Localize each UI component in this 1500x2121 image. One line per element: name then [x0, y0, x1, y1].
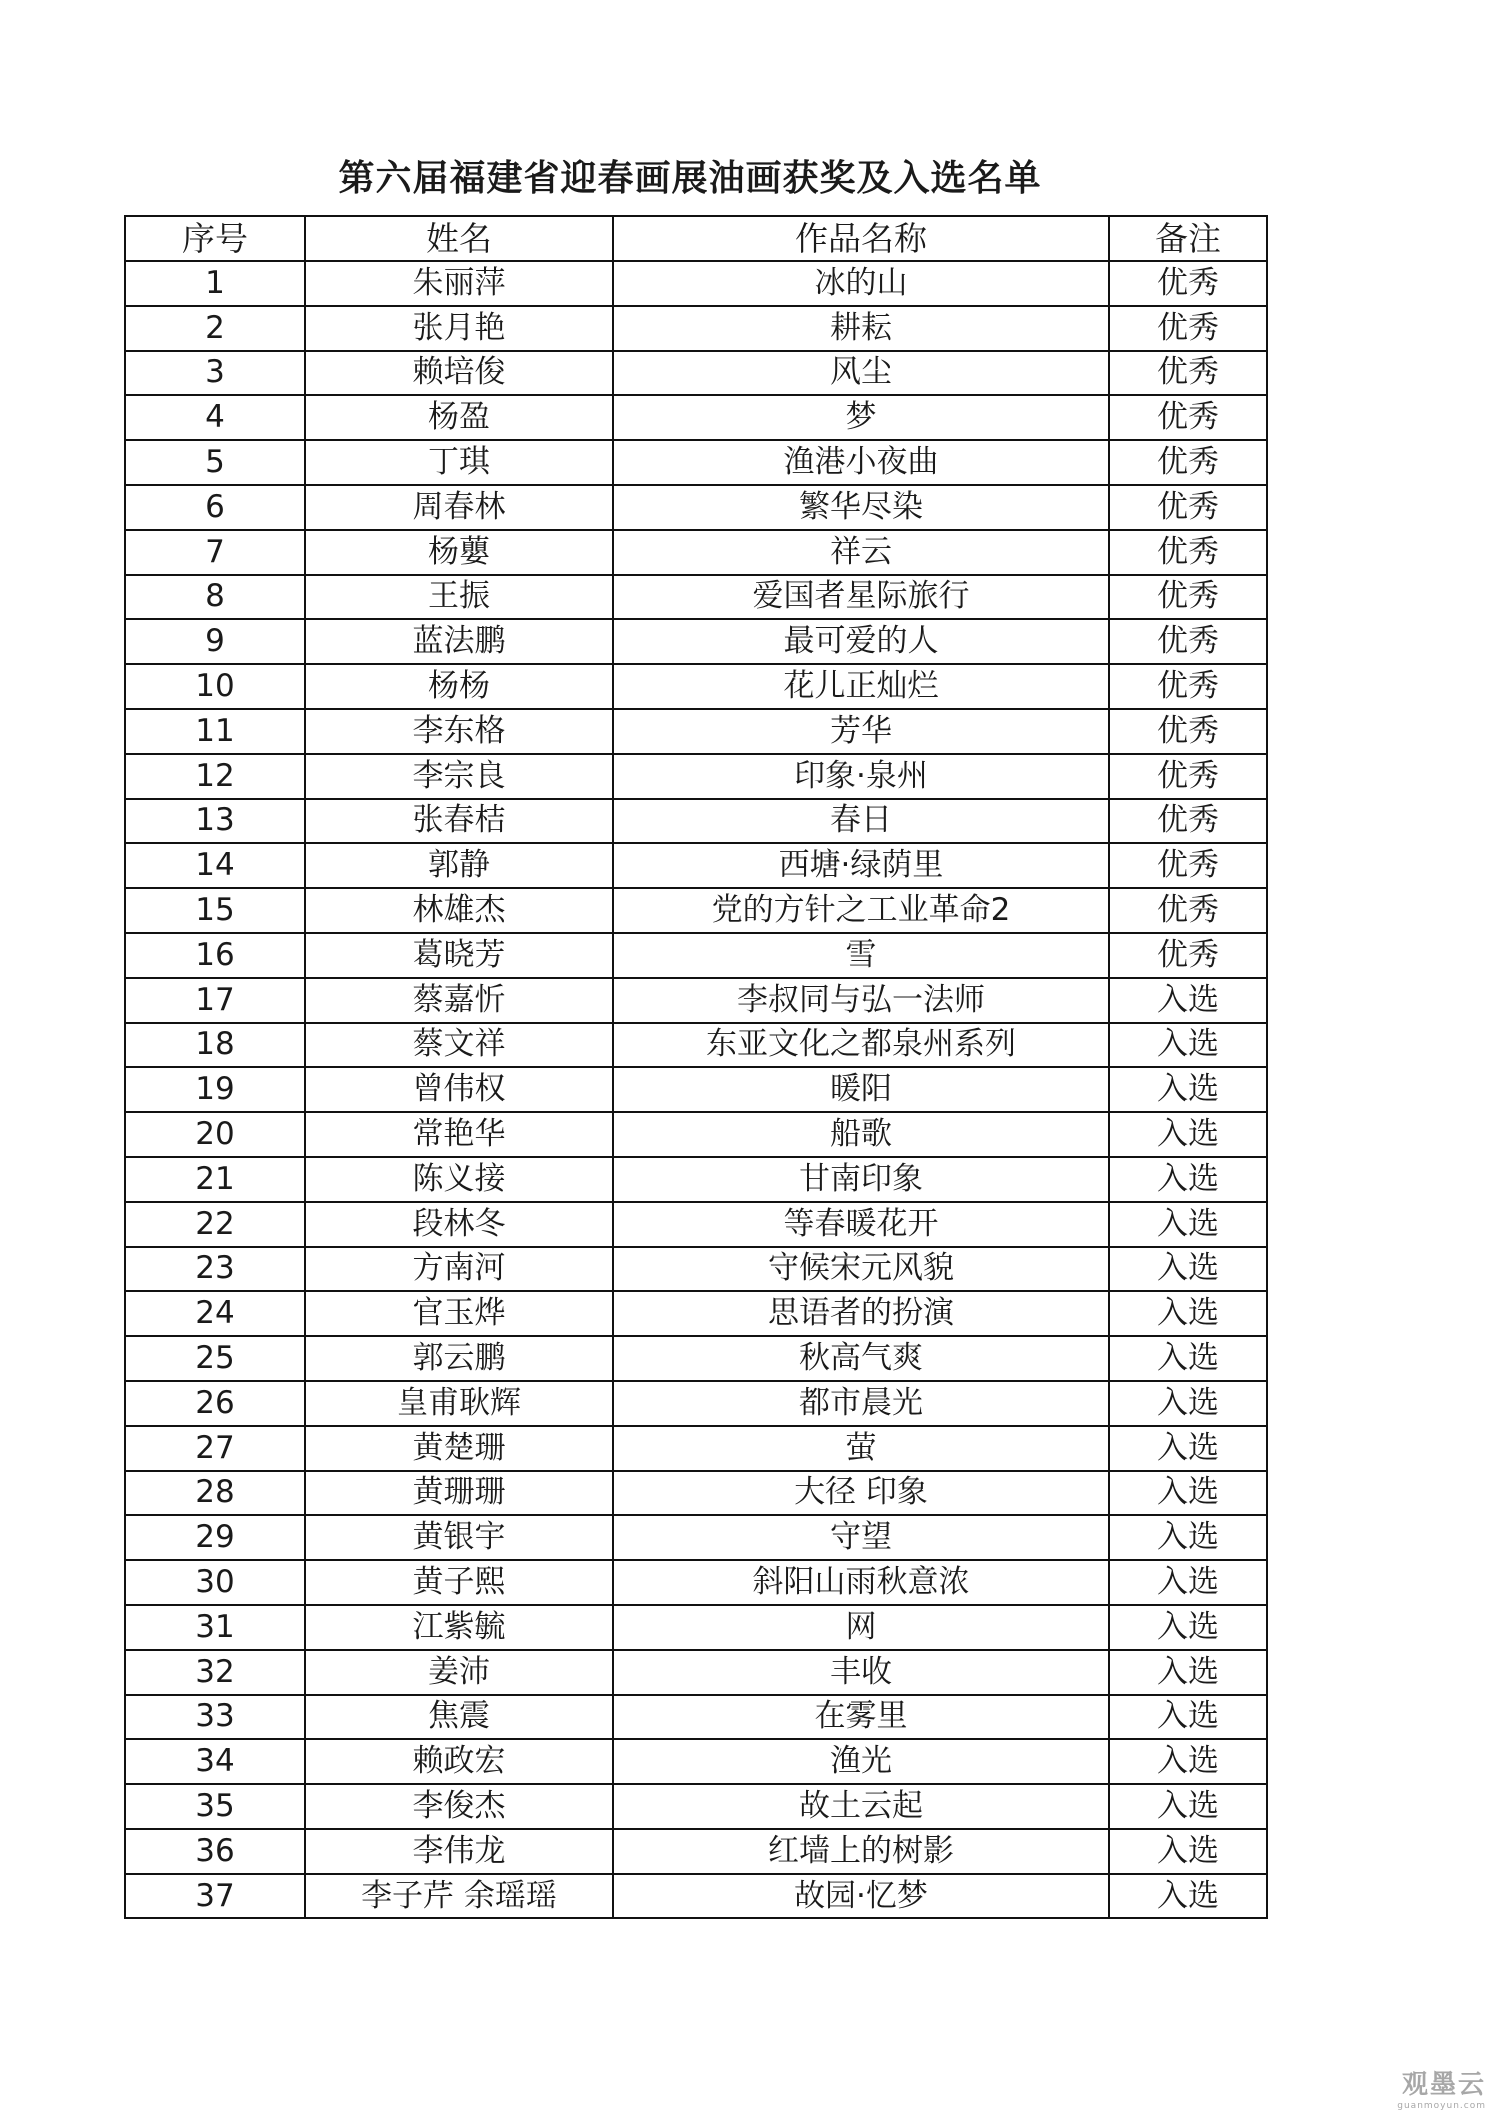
cell-work-title: 守望: [613, 1515, 1109, 1560]
cell-no: 19: [125, 1067, 305, 1112]
cell-name: 姜沛: [305, 1650, 613, 1695]
cell-name: 皇甫耿辉: [305, 1381, 613, 1426]
cell-name: 李子芹 余瑶瑶: [305, 1874, 613, 1919]
cell-no: 22: [125, 1202, 305, 1247]
cell-work-title: 东亚文化之都泉州系列: [613, 1023, 1109, 1068]
cell-remark: 入选: [1109, 1560, 1267, 1605]
cell-work-title: 芳华: [613, 709, 1109, 754]
table-row: [125, 351, 1267, 396]
cell-no: 28: [125, 1471, 305, 1516]
cell-name: 郭静: [305, 843, 613, 888]
cell-name: 张春桔: [305, 799, 613, 844]
cell-remark: 入选: [1109, 1695, 1267, 1740]
cell-remark: 优秀: [1109, 888, 1267, 933]
cell-work-title: 渔港小夜曲: [613, 440, 1109, 485]
cell-no: 30: [125, 1560, 305, 1605]
cell-remark: 入选: [1109, 1515, 1267, 1560]
table-row: [125, 1874, 1267, 1919]
table-row: [125, 1560, 1267, 1605]
cell-remark: 入选: [1109, 1157, 1267, 1202]
cell-name: 曾伟权: [305, 1067, 613, 1112]
cell-work-title: 花儿正灿烂: [613, 664, 1109, 709]
cell-work-title: 丰收: [613, 1650, 1109, 1695]
cell-no: 13: [125, 799, 305, 844]
cell-remark: 入选: [1109, 978, 1267, 1023]
cell-work-title: 爱国者星际旅行: [613, 575, 1109, 620]
cell-name: 黄楚珊: [305, 1426, 613, 1471]
cell-remark: 入选: [1109, 1291, 1267, 1336]
cell-work-title: 西塘·绿荫里: [613, 843, 1109, 888]
table-row: [125, 1381, 1267, 1426]
cell-no: 15: [125, 888, 305, 933]
cell-no: 16: [125, 933, 305, 978]
table-body: [125, 261, 1267, 1918]
cell-no: 6: [125, 485, 305, 530]
cell-remark: 优秀: [1109, 440, 1267, 485]
cell-work-title: 印象·泉州: [613, 754, 1109, 799]
table-row: [125, 799, 1267, 844]
cell-work-title: 党的方针之工业革命2: [613, 888, 1109, 933]
cell-no: 14: [125, 843, 305, 888]
cell-no: 29: [125, 1515, 305, 1560]
cell-name: 郭云鹏: [305, 1336, 613, 1381]
cell-remark: 优秀: [1109, 485, 1267, 530]
header-remark: 备注: [1109, 216, 1267, 261]
cell-no: 17: [125, 978, 305, 1023]
cell-work-title: 春日: [613, 799, 1109, 844]
cell-name: 蔡嘉忻: [305, 978, 613, 1023]
cell-name: 张月艳: [305, 306, 613, 351]
table-row: [125, 709, 1267, 754]
table-header: [125, 216, 1267, 261]
cell-no: 4: [125, 395, 305, 440]
cell-no: 18: [125, 1023, 305, 1068]
cell-name: 焦震: [305, 1695, 613, 1740]
cell-remark: 入选: [1109, 1202, 1267, 1247]
table-row: [125, 1829, 1267, 1874]
cell-name: 葛晓芳: [305, 933, 613, 978]
cell-remark: 优秀: [1109, 843, 1267, 888]
cell-remark: 入选: [1109, 1471, 1267, 1516]
cell-no: 25: [125, 1336, 305, 1381]
cell-remark: 入选: [1109, 1739, 1267, 1784]
cell-name: 方南河: [305, 1247, 613, 1292]
cell-name: 杨杨: [305, 664, 613, 709]
cell-remark: 入选: [1109, 1784, 1267, 1829]
cell-no: 10: [125, 664, 305, 709]
cell-no: 21: [125, 1157, 305, 1202]
cell-work-title: 冰的山: [613, 261, 1109, 306]
cell-remark: 入选: [1109, 1247, 1267, 1292]
cell-work-title: 故园·忆梦: [613, 1874, 1109, 1919]
cell-work-title: 大径 印象: [613, 1471, 1109, 1516]
cell-no: 31: [125, 1605, 305, 1650]
cell-no: 35: [125, 1784, 305, 1829]
table-row: [125, 575, 1267, 620]
cell-remark: 入选: [1109, 1023, 1267, 1068]
cell-remark: 优秀: [1109, 664, 1267, 709]
table-row: [125, 530, 1267, 575]
watermark-main: 观墨云: [1401, 2070, 1486, 2100]
cell-name: 丁琪: [305, 440, 613, 485]
cell-name: 王振: [305, 575, 613, 620]
table-row: [125, 1023, 1267, 1068]
cell-name: 江紫毓: [305, 1605, 613, 1650]
watermark-sub: guanmoyun.com: [1397, 2101, 1486, 2111]
cell-work-title: 李叔同与弘一法师: [613, 978, 1109, 1023]
cell-no: 12: [125, 754, 305, 799]
table-row: [125, 1067, 1267, 1112]
page-title: 第六届福建省迎春画展油画获奖及入选名单: [338, 158, 1042, 199]
cell-work-title: 耕耘: [613, 306, 1109, 351]
cell-work-title: 在雾里: [613, 1695, 1109, 1740]
table-row: [125, 1739, 1267, 1784]
cell-work-title: 斜阳山雨秋意浓: [613, 1560, 1109, 1605]
cell-no: 11: [125, 709, 305, 754]
table-row: [125, 1471, 1267, 1516]
table-row: [125, 843, 1267, 888]
cell-work-title: 红墙上的树影: [613, 1829, 1109, 1874]
cell-remark: 优秀: [1109, 575, 1267, 620]
header-no: 序号: [125, 216, 305, 261]
cell-remark: 入选: [1109, 1112, 1267, 1157]
cell-no: 3: [125, 351, 305, 396]
table-row: [125, 1426, 1267, 1471]
award-list-table: [124, 215, 1268, 1919]
cell-work-title: 最可爱的人: [613, 619, 1109, 664]
cell-work-title: 守候宋元风貌: [613, 1247, 1109, 1292]
cell-no: 36: [125, 1829, 305, 1874]
cell-name: 杨盈: [305, 395, 613, 440]
cell-remark: 优秀: [1109, 799, 1267, 844]
table-row: [125, 664, 1267, 709]
table-row: [125, 1784, 1267, 1829]
cell-work-title: 风尘: [613, 351, 1109, 396]
cell-no: 27: [125, 1426, 305, 1471]
cell-work-title: 祥云: [613, 530, 1109, 575]
cell-work-title: 萤: [613, 1426, 1109, 1471]
cell-name: 赖培俊: [305, 351, 613, 396]
cell-no: 20: [125, 1112, 305, 1157]
cell-no: 33: [125, 1695, 305, 1740]
cell-name: 赖政宏: [305, 1739, 613, 1784]
cell-remark: 入选: [1109, 1426, 1267, 1471]
table-row: [125, 619, 1267, 664]
table-row: [125, 1695, 1267, 1740]
header-work-title: 作品名称: [613, 216, 1109, 261]
cell-name: 蔡文祥: [305, 1023, 613, 1068]
cell-name: 周春林: [305, 485, 613, 530]
table-row: [125, 1112, 1267, 1157]
cell-no: 24: [125, 1291, 305, 1336]
cell-no: 32: [125, 1650, 305, 1695]
cell-no: 26: [125, 1381, 305, 1426]
table-row: [125, 1247, 1267, 1292]
cell-name: 李宗良: [305, 754, 613, 799]
cell-remark: 入选: [1109, 1605, 1267, 1650]
cell-remark: 入选: [1109, 1067, 1267, 1112]
cell-name: 杨蘡: [305, 530, 613, 575]
table-row: [125, 395, 1267, 440]
table-row: [125, 261, 1267, 306]
cell-work-title: 渔光: [613, 1739, 1109, 1784]
table-row: [125, 1605, 1267, 1650]
cell-no: 7: [125, 530, 305, 575]
header-name: 姓名: [305, 216, 613, 261]
cell-name: 段林冬: [305, 1202, 613, 1247]
table-row: [125, 1157, 1267, 1202]
cell-name: 陈义接: [305, 1157, 613, 1202]
cell-remark: 优秀: [1109, 395, 1267, 440]
cell-work-title: 都市晨光: [613, 1381, 1109, 1426]
cell-no: 8: [125, 575, 305, 620]
cell-name: 黄银宇: [305, 1515, 613, 1560]
cell-work-title: 等春暖花开: [613, 1202, 1109, 1247]
cell-work-title: 甘南印象: [613, 1157, 1109, 1202]
cell-name: 官玉烨: [305, 1291, 613, 1336]
cell-work-title: 暖阳: [613, 1067, 1109, 1112]
cell-remark: 优秀: [1109, 754, 1267, 799]
cell-work-title: 网: [613, 1605, 1109, 1650]
cell-remark: 入选: [1109, 1650, 1267, 1695]
header-row: [125, 216, 1267, 261]
cell-name: 林雄杰: [305, 888, 613, 933]
cell-name: 李伟龙: [305, 1829, 613, 1874]
cell-no: 9: [125, 619, 305, 664]
cell-name: 黄子熙: [305, 1560, 613, 1605]
table-row: [125, 306, 1267, 351]
table-row: [125, 888, 1267, 933]
table-row: [125, 933, 1267, 978]
table-row: [125, 1515, 1267, 1560]
cell-name: 李东格: [305, 709, 613, 754]
cell-remark: 入选: [1109, 1829, 1267, 1874]
cell-no: 5: [125, 440, 305, 485]
watermark-logo: [1397, 2064, 1486, 2111]
table-row: [125, 1202, 1267, 1247]
cell-no: 2: [125, 306, 305, 351]
cell-work-title: 雪: [613, 933, 1109, 978]
cell-work-title: 船歌: [613, 1112, 1109, 1157]
cell-no: 34: [125, 1739, 305, 1784]
table-row: [125, 485, 1267, 530]
cell-remark: 优秀: [1109, 351, 1267, 396]
cell-name: 李俊杰: [305, 1784, 613, 1829]
cell-no: 23: [125, 1247, 305, 1292]
table-row: [125, 440, 1267, 485]
table-row: [125, 1291, 1267, 1336]
cell-remark: 优秀: [1109, 530, 1267, 575]
cell-remark: 入选: [1109, 1381, 1267, 1426]
cell-work-title: 繁华尽染: [613, 485, 1109, 530]
cell-work-title: 思语者的扮演: [613, 1291, 1109, 1336]
cell-remark: 优秀: [1109, 306, 1267, 351]
cell-remark: 入选: [1109, 1336, 1267, 1381]
cell-name: 常艳华: [305, 1112, 613, 1157]
cell-work-title: 秋高气爽: [613, 1336, 1109, 1381]
cell-remark: 优秀: [1109, 709, 1267, 754]
cell-remark: 优秀: [1109, 261, 1267, 306]
cell-remark: 优秀: [1109, 933, 1267, 978]
table-row: [125, 978, 1267, 1023]
cell-work-title: 故土云起: [613, 1784, 1109, 1829]
cell-name: 朱丽萍: [305, 261, 613, 306]
table-row: [125, 1336, 1267, 1381]
cell-no: 37: [125, 1874, 305, 1919]
cell-remark: 入选: [1109, 1874, 1267, 1919]
table-row: [125, 754, 1267, 799]
table-row: [125, 1650, 1267, 1695]
cell-no: 1: [125, 261, 305, 306]
cell-name: 黄珊珊: [305, 1471, 613, 1516]
cell-work-title: 梦: [613, 395, 1109, 440]
cell-remark: 优秀: [1109, 619, 1267, 664]
cell-name: 蓝法鹏: [305, 619, 613, 664]
